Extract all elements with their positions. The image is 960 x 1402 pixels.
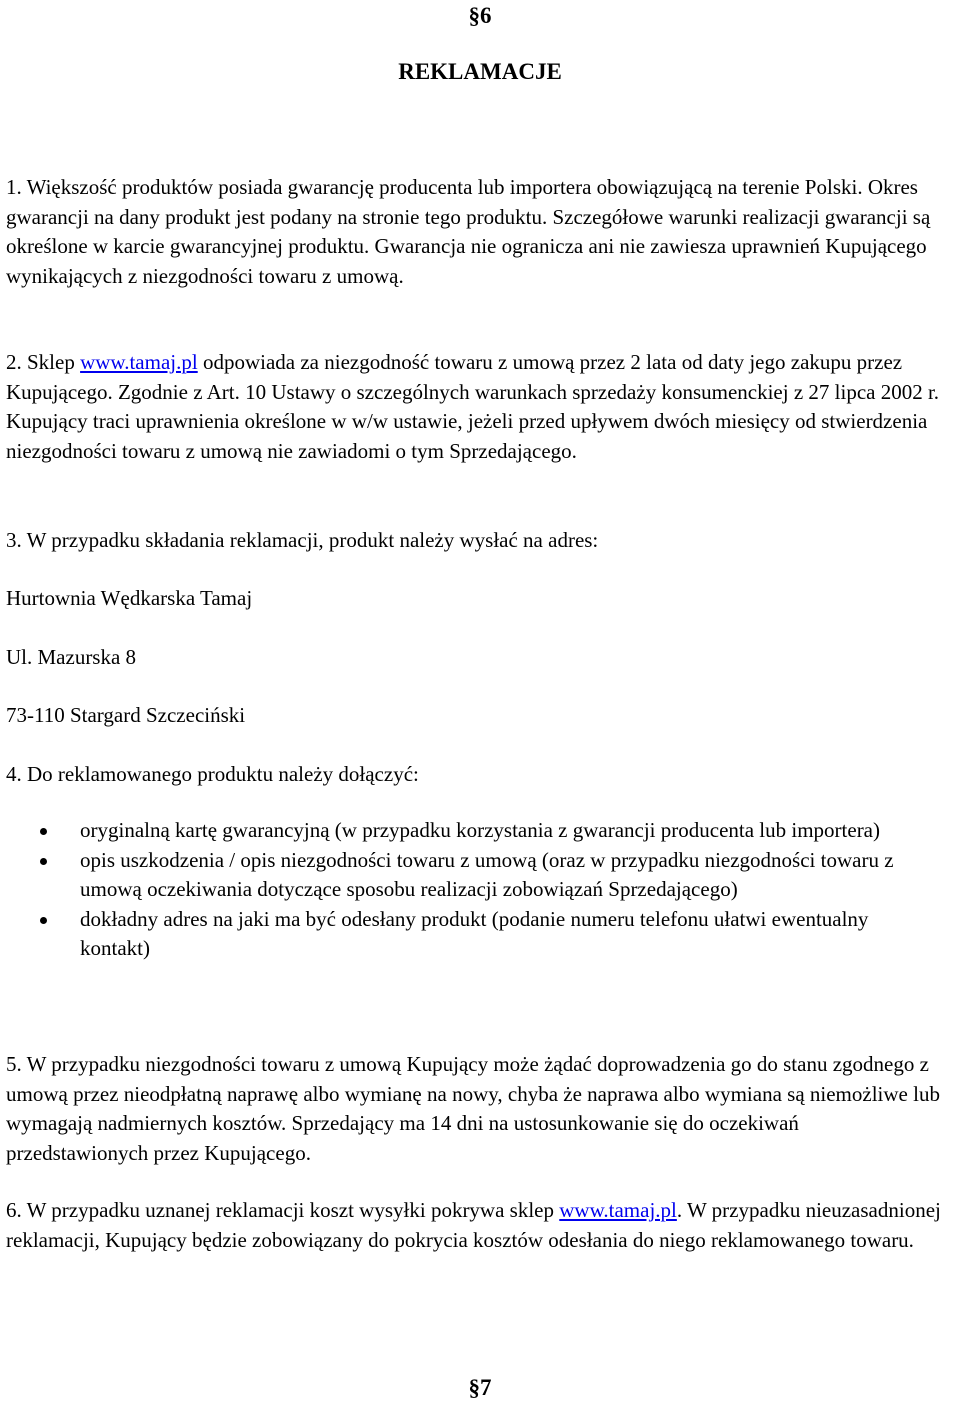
section-number: §6 bbox=[468, 3, 492, 28]
paragraph-1: 1. Większość produktów posiada gwarancję producenta lub importera obowiązującą na terenie Polski. Okres gwarancji na dany produkt jest podany na stronie tego produktu. Szczegółowe warunki realizacji gwarancji są określone w karcie gwarancyjnej produktu. Gwarancja nie ogranicza ani nie zawiesza uprawnień Kupującego wynikających z niezgodności towaru z umową. bbox=[6, 175, 931, 288]
shop-link[interactable]: www.tamaj.pl bbox=[559, 1198, 677, 1222]
list-item-text: oryginalną kartę gwarancyjną (w przypadku korzystania z gwarancji producenta lub importera) bbox=[80, 818, 880, 842]
section-title: REKLAMACJE bbox=[398, 59, 562, 84]
list-item bbox=[0, 816, 942, 846]
paragraph-6-rest: . W przypadku nieuzasadnionej reklamacji, Kupujący będzie zobowiązany do pokrycia kosztów odesłania do niego reklamowanego towaru. bbox=[6, 1198, 941, 1252]
address-line-3: 73-110 Stargard Szczeciński bbox=[6, 703, 246, 727]
list-item bbox=[0, 846, 942, 905]
bullet-icon bbox=[40, 858, 47, 865]
address-line-1: Hurtownia Wędkarska Tamaj bbox=[6, 586, 253, 610]
attachments-list bbox=[0, 816, 942, 964]
list-item-text: dokładny adres na jaki ma być odesłany produkt (podanie numeru telefonu ułatwi ewentualny kontakt) bbox=[80, 906, 869, 960]
list-item bbox=[0, 905, 942, 964]
list-item-text: opis uszkodzenia / opis niezgodności towaru z umową (oraz w przypadku niezgodności towaru z umową oczekiwania dotyczące sposobu realizacji zobowiązań Sprzedającego) bbox=[80, 847, 894, 901]
paragraph-6 bbox=[6, 1196, 942, 1255]
paragraph-2 bbox=[6, 348, 942, 466]
bullet-icon bbox=[40, 828, 47, 835]
paragraph-6-start: 6. W przypadku uznanej reklamacji koszt wysyłki pokrywa sklep bbox=[6, 1198, 560, 1222]
address-line-2: Ul. Mazurska 8 bbox=[6, 645, 137, 669]
paragraph-4: 4. Do reklamowanego produktu należy dołączyć: bbox=[6, 762, 419, 786]
shop-link[interactable]: www.tamaj.pl bbox=[80, 350, 198, 374]
next-section-number: §7 bbox=[468, 1375, 492, 1400]
paragraph-5: 5. W przypadku niezgodności towaru z umową Kupujący może żądać doprowadzenia go do stanu zgodnego z umową przez nieodpłatną naprawę albo wymianę na nowy, chyba że naprawa albo wymiana są niemożliwe lub wymagają nadmiernych kosztów. Sprzedający ma 14 dni na ustosunkowanie się do oczekiwań przedstawionych przez Kupującego. bbox=[6, 1052, 940, 1165]
paragraph-2-start: 2. Sklep bbox=[6, 350, 81, 374]
bullet-icon bbox=[40, 917, 47, 924]
paragraph-3: 3. W przypadku składania reklamacji, produkt należy wysłać na adres: bbox=[6, 528, 599, 552]
paragraph-2-rest: odpowiada za niezgodność towaru z umową przez 2 lata od daty jego zakupu przez Kupującego. Zgodnie z Art. 10 Ustawy o szczególnych warunkach sprzedaży konsumenckiej z 27 lipca 2002 r. Kupujący traci uprawnienia określone w w/w ustawie, jeżeli przed upływem dwóch miesięcy od stwierdzenia niezgodności towaru z umową nie zawiadomi o tym Sprzedającego. bbox=[6, 350, 940, 463]
